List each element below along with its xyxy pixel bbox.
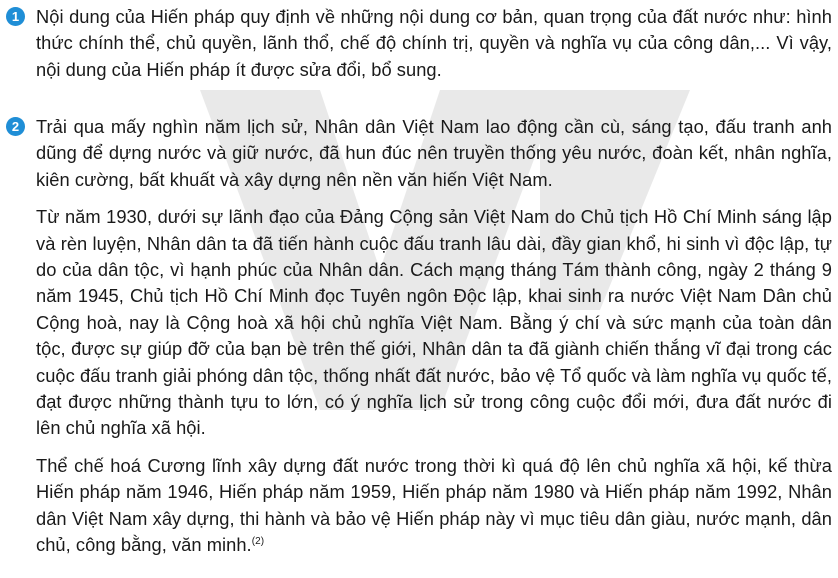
item-2: [11, 114, 832, 559]
item-1: [11, 4, 832, 83]
item-2-paragraph-2: Từ năm 1930, dưới sự lãnh đạo của Đảng Cộng sản Việt Nam do Chủ tịch Hồ Chí Minh sáng lập và rèn luyện, Nhân dân ta đã tiến hành cuộc đấu tranh lâu dài, đầy gian khổ, hi sinh vì độc lập, tự do của dân tộc, vì hạnh phúc của Nhân dân. Cách mạng tháng Tám thành công, ngày 2 tháng 9 năm 1945, Chủ tịch Hồ Chí Minh đọc Tuyên ngôn Độc lập, khai sinh ra nước Việt Nam Dân chủ Cộng hoà, nay là Cộng hoà xã hội chủ nghĩa Việt Nam. Bằng ý chí và sức mạnh của toàn dân tộc, được sự giúp đỡ của bạn bè trên thế giới, Nhân dân ta đã giành chiến thắng vĩ đại trong các cuộc đấu tranh giải phóng dân tộc, thống nhất đất nước, bảo vệ Tổ quốc và làm nghĩa vụ quốc tế, đạt được những thành tựu to lớn, có ý nghĩa lịch sử trong công cuộc đổi mới, đưa đất nước đi lên chủ nghĩa xã hội.: [36, 206, 832, 439]
item-1-paragraph: Nội dung của Hiến pháp quy định về những nội dung cơ bản, quan trọng của đất nước như: hình thức chính thể, chủ quyền, lãnh thổ, chế độ chính trị, quyền và nghĩa vụ của công dân,... Vì vậy, nội dung của Hiến pháp ít được sửa đổi, bổ sung.: [36, 6, 832, 80]
item-number-badge: 2: [6, 117, 25, 136]
item-2-paragraph-1: Trải qua mấy nghìn năm lịch sử, Nhân dân Việt Nam lao động cần cù, sáng tạo, đấu tranh anh dũng để dựng nước và giữ nước, đã hun đúc nên truyền thống yêu nước, đoàn kết, nhân nghĩa, kiên cường, bất khuất và xây dựng nên nền văn hiến Việt Nam.: [36, 116, 832, 190]
paragraph-3-text: Thể chế hoá Cương lĩnh xây dựng đất nước trong thời kì quá độ lên chủ nghĩa xã hội, kế thừa Hiến pháp năm 1946, Hiến pháp năm 1959, Hiến pháp năm 1980 và Hiến pháp năm 1992, Nhân dân Việt Nam xây dựng, thi hành và bảo vệ Hiến pháp này vì mục tiêu dân giàu, nước mạnh, dân chủ, công bằng, văn minh.: [36, 454, 832, 556]
item-number-badge: 1: [6, 7, 25, 26]
item-2-paragraph-3: [36, 453, 832, 559]
footnote-ref: (2): [251, 536, 265, 548]
